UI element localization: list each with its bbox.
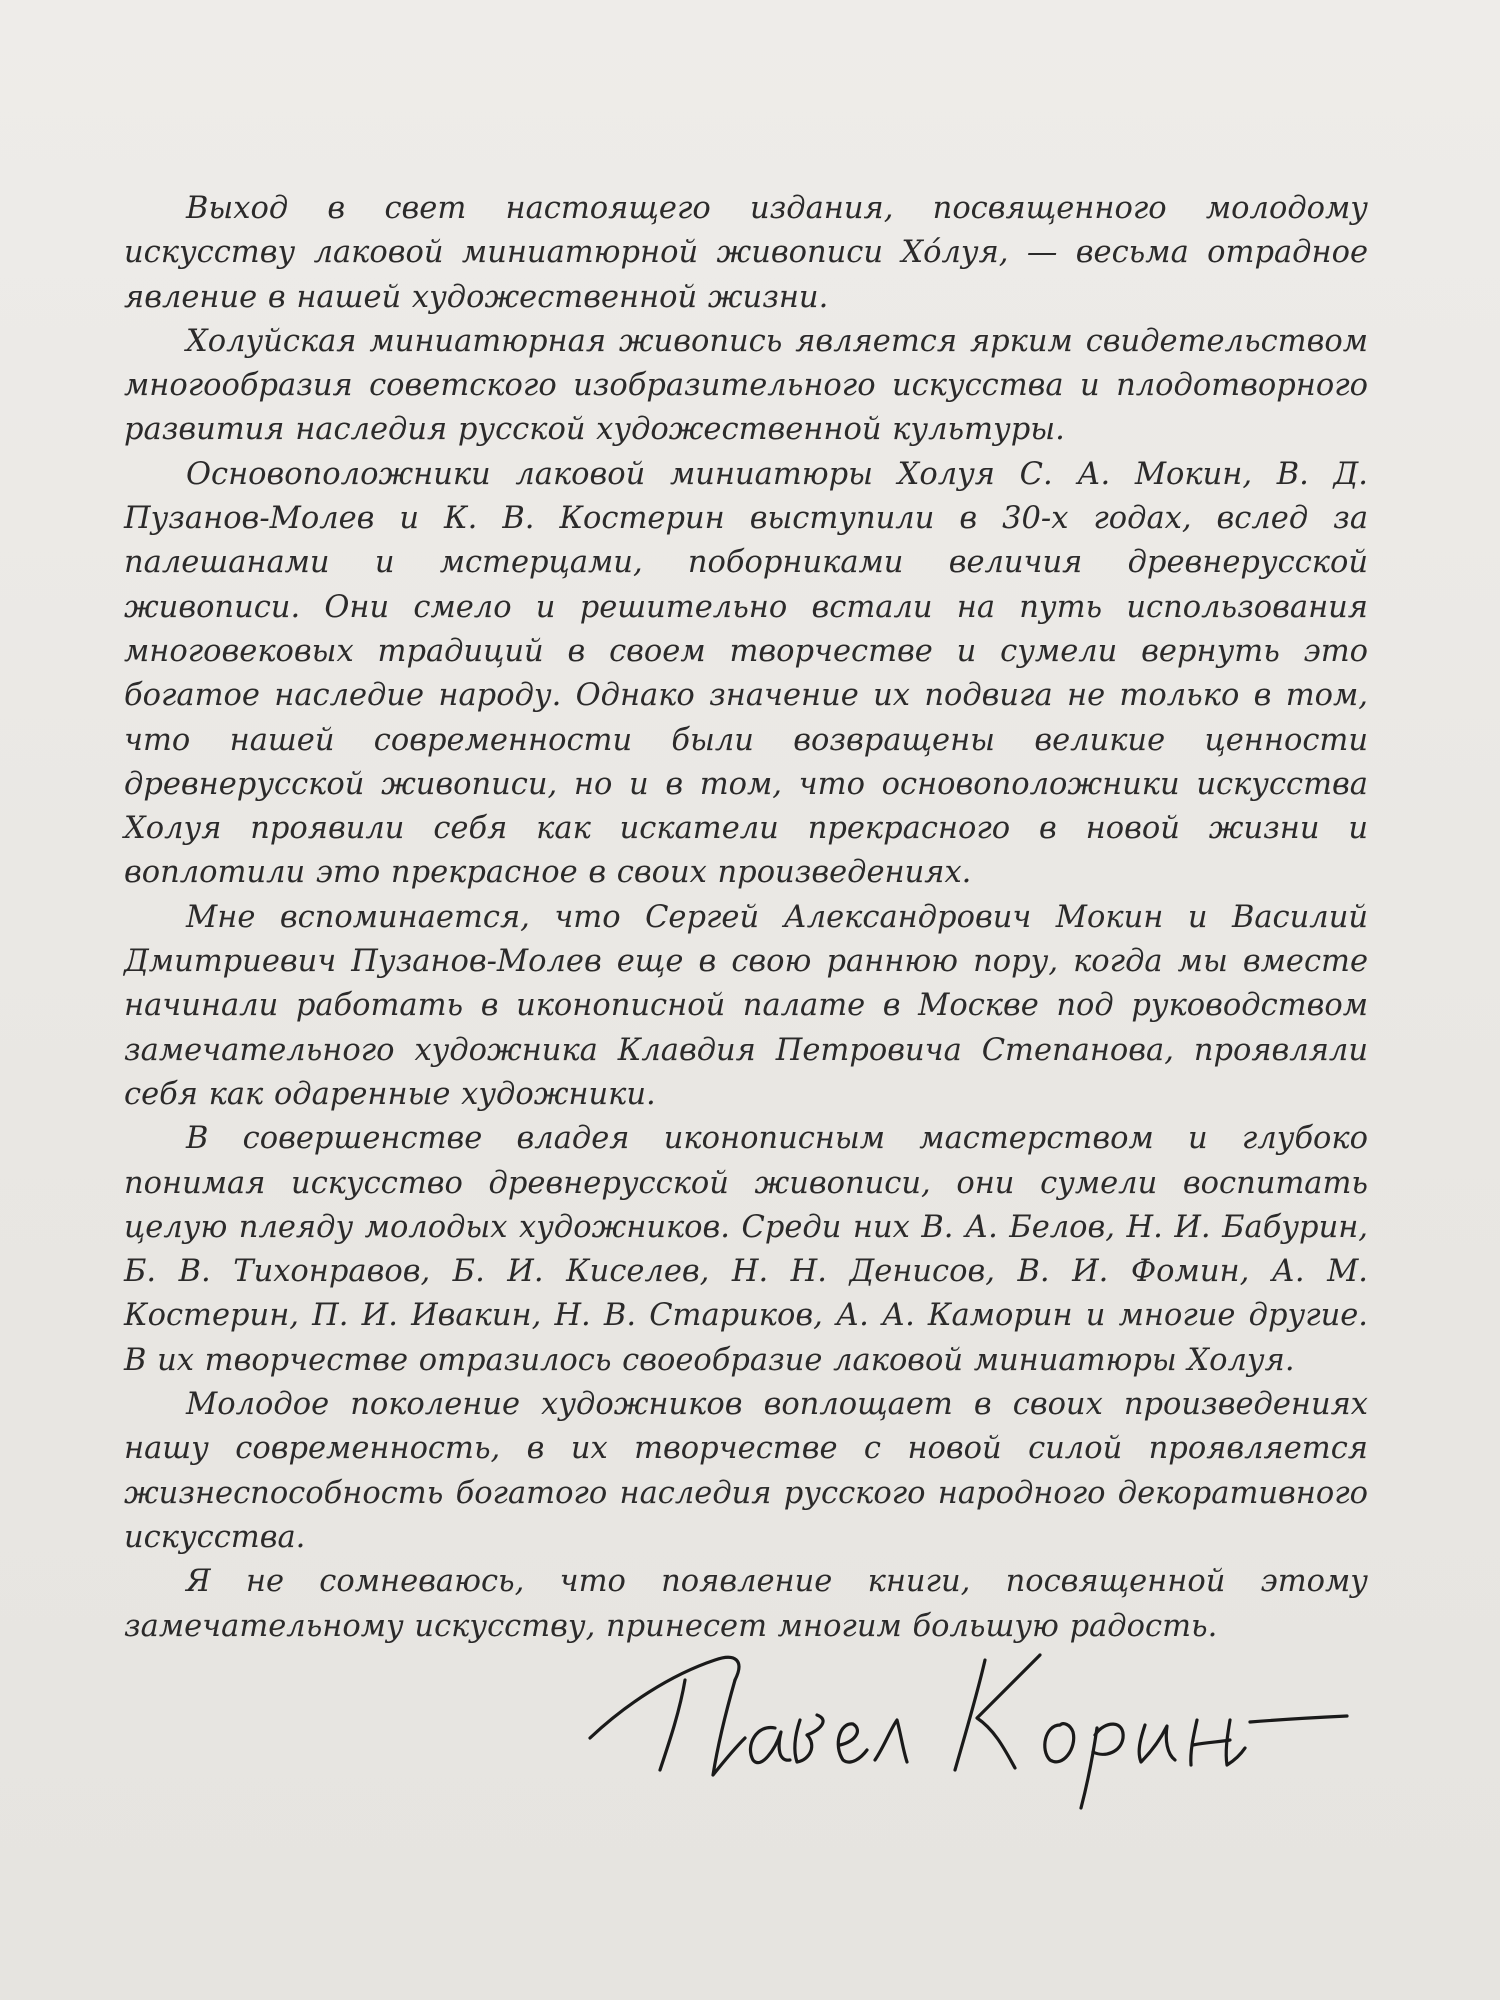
paragraph-4: Мне вспоминается, что Сергей Александрович Мокин и Василий Дмитриевич Пузанов-Молев еще в свою раннюю пору, когда мы вместе начинали работать в иконописной палате в Москве под руководством замечательного художника Клавдия Петровича Степанова, проявляли себя как одаренные художники. (124, 899, 1368, 1112)
signature-actual (585, 1620, 1355, 1810)
paragraph-3: Основоположники лаковой миниатюры Холуя С. А. Мокин, В. Д. Пузанов-Молев и К. В. Костерин выступили в 30-х годах, вслед за палешанами и мстерцами, поборниками величия древнерусской живописи. Они смело и решительно встали на путь использования многовековых традиций в своем творчестве и сумели вернуть это богатое наследие народу. Однако значение их подвига не только в том, что нашей современности были возвращены великие ценности древнерусской живописи, но и в том, что основоположники искусства Холуя проявили себя как искатели прекрасного в новой жизни и воплотили это прекрасное в своих произведениях. (124, 456, 1368, 891)
paragraph-1: Выход в свет настоящего издания, посвященного молодому искусству лаковой миниатюрной живописи Хо́луя, — весьма отрадное явление в нашей художественной жизни. (124, 191, 1368, 315)
paragraph-7: Я не сомневаюсь, что появление книги, посвященной этому замечательному искусству, принесет многим большую радость. (124, 1564, 1368, 1644)
paragraph-6: Молодое поколение художников воплощает в своих произведениях нашу современность, в их творчестве с новой силой проявляется жизнеспособность богатого наследия русского народного декоративного искусства. (124, 1387, 1368, 1555)
paragraph-2: Холуйская миниатюрная живопись является ярким свидетельством многообразия советского изобразительного искусства и плодотворного развития наследия русской художественной культуры. (124, 323, 1368, 448)
paragraph-5: В совершенстве владея иконописным мастерством и глубоко понимая искусство древнерусской живописи, они сумели воспитать целую плеяду молодых художников. Среди них В. А. Белов, Н. И. Бабурин, Б. В. Тихонравов, Б. И. Киселев, Н. Н. Денисов, В. И. Фомин, А. М. Костерин, П. И. Ивакин, Н. В. Стариков, А. А. Каморин и многие другие. В их творчестве отразилось своеобразие лаковой миниатюры Холуя. (124, 1121, 1368, 1378)
foreword-text (124, 187, 1368, 1649)
